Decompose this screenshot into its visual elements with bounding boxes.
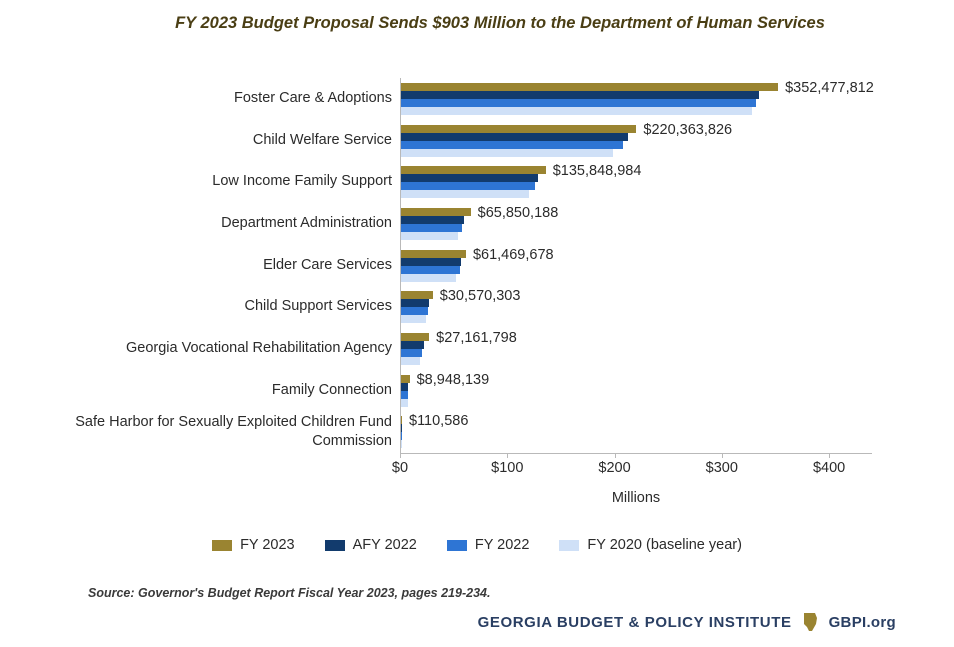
bar [400,391,408,399]
category-label: Child Support Services [244,298,392,315]
category-label: Safe Harbor for Sexually Exploited Children Fund Commission [75,414,392,449]
legend-swatch [559,540,579,551]
axis-tick-label: $200 [598,460,631,476]
bar-value-label: $27,161,798 [436,329,517,346]
axis-tick-label: $0 [391,460,409,476]
bar-group [400,163,954,198]
legend-label: AFY 2022 [352,537,417,553]
bar-group [400,413,954,448]
legend-label: FY 2023 [240,537,295,553]
bar-value-label: $61,469,678 [472,246,554,263]
legend-item [559,537,742,553]
bar-value-label: $220,363,826 [643,121,733,138]
bar [400,125,636,133]
bar-group [400,204,954,240]
bar [400,315,426,323]
x-axis-title: Millions [611,490,661,506]
georgia-state-icon [802,612,819,632]
legend-swatch [447,540,467,551]
bar-group [400,121,954,157]
plot-area [0,78,954,506]
legend-item [447,537,530,553]
category-label: Family Connection [271,381,392,398]
axis-tick [507,453,508,458]
chart-title: FY 2023 Budget Proposal Sends $903 Million to the Department of Human Services [175,14,825,32]
brand-url: GBPI.org [828,613,896,631]
bar-value-label: $65,850,188 [477,204,559,221]
bar-value-label: $352,477,812 [785,79,874,96]
axis-tick [615,453,616,458]
bar [400,291,433,299]
category-axis-line [400,453,872,454]
bar [400,333,429,341]
bar [400,274,456,282]
bar [400,166,546,174]
bar [400,182,535,190]
axis-tick-label: $400 [812,460,846,476]
bar [400,99,756,107]
bar [400,349,422,357]
category-label: Georgia Vocational Rehabilitation Agency [125,339,392,356]
axis-tick [400,453,401,458]
bar [400,224,462,232]
axis-tick-label: $300 [705,460,738,476]
value-axis-line [400,78,401,453]
bar-value-label: $30,570,303 [439,288,521,305]
bar [400,299,429,307]
legend-swatch [325,540,345,551]
bar [400,83,778,91]
bar [400,266,460,274]
bar-value-label: $135,848,984 [552,163,642,180]
bar-value-label: $110,586 [409,413,469,430]
bar-value-label: $8,948,139 [416,371,490,388]
bar [400,208,471,216]
bar-group [400,329,954,365]
axis-tick [722,453,723,458]
axis-tick-label: $100 [491,460,524,476]
bar [400,141,623,149]
bar [400,383,408,391]
bar [400,107,752,115]
bar [400,399,408,407]
bar-group [400,79,954,115]
bar [400,250,466,258]
legend-label: FY 2020 (baseline year) [587,537,742,553]
bar [400,307,428,315]
bar [400,91,759,99]
bar [400,341,424,349]
bar [400,216,464,224]
category-label: Elder Care Services [263,256,392,273]
bar [400,149,613,157]
bar [400,174,538,182]
bar-group [400,371,954,407]
legend-swatch [212,540,232,551]
bars-area [400,78,954,453]
legend-item [212,537,295,553]
category-label: Low Income Family Support [212,173,392,190]
brand-footer [478,612,896,632]
legend-item [325,537,417,553]
bar [400,133,628,141]
category-axis-labels [0,78,398,453]
bar [400,232,458,240]
bar-group [400,246,954,282]
category-label: Child Welfare Service [252,131,392,148]
chart-legend [0,537,954,553]
axis-tick [829,453,830,458]
bar [400,258,461,266]
bar [400,375,410,383]
legend-label: FY 2022 [474,537,530,553]
brand-name: GEORGIA BUDGET & POLICY INSTITUTE [477,613,792,631]
source-note: Source: Governor's Budget Report Fiscal Year 2023, pages 219-234. [88,586,491,600]
bar [400,190,529,198]
category-label: Foster Care & Adoptions [234,89,392,106]
bar [400,357,420,365]
category-label: Department Administration [221,214,392,231]
bar-group [400,288,954,323]
